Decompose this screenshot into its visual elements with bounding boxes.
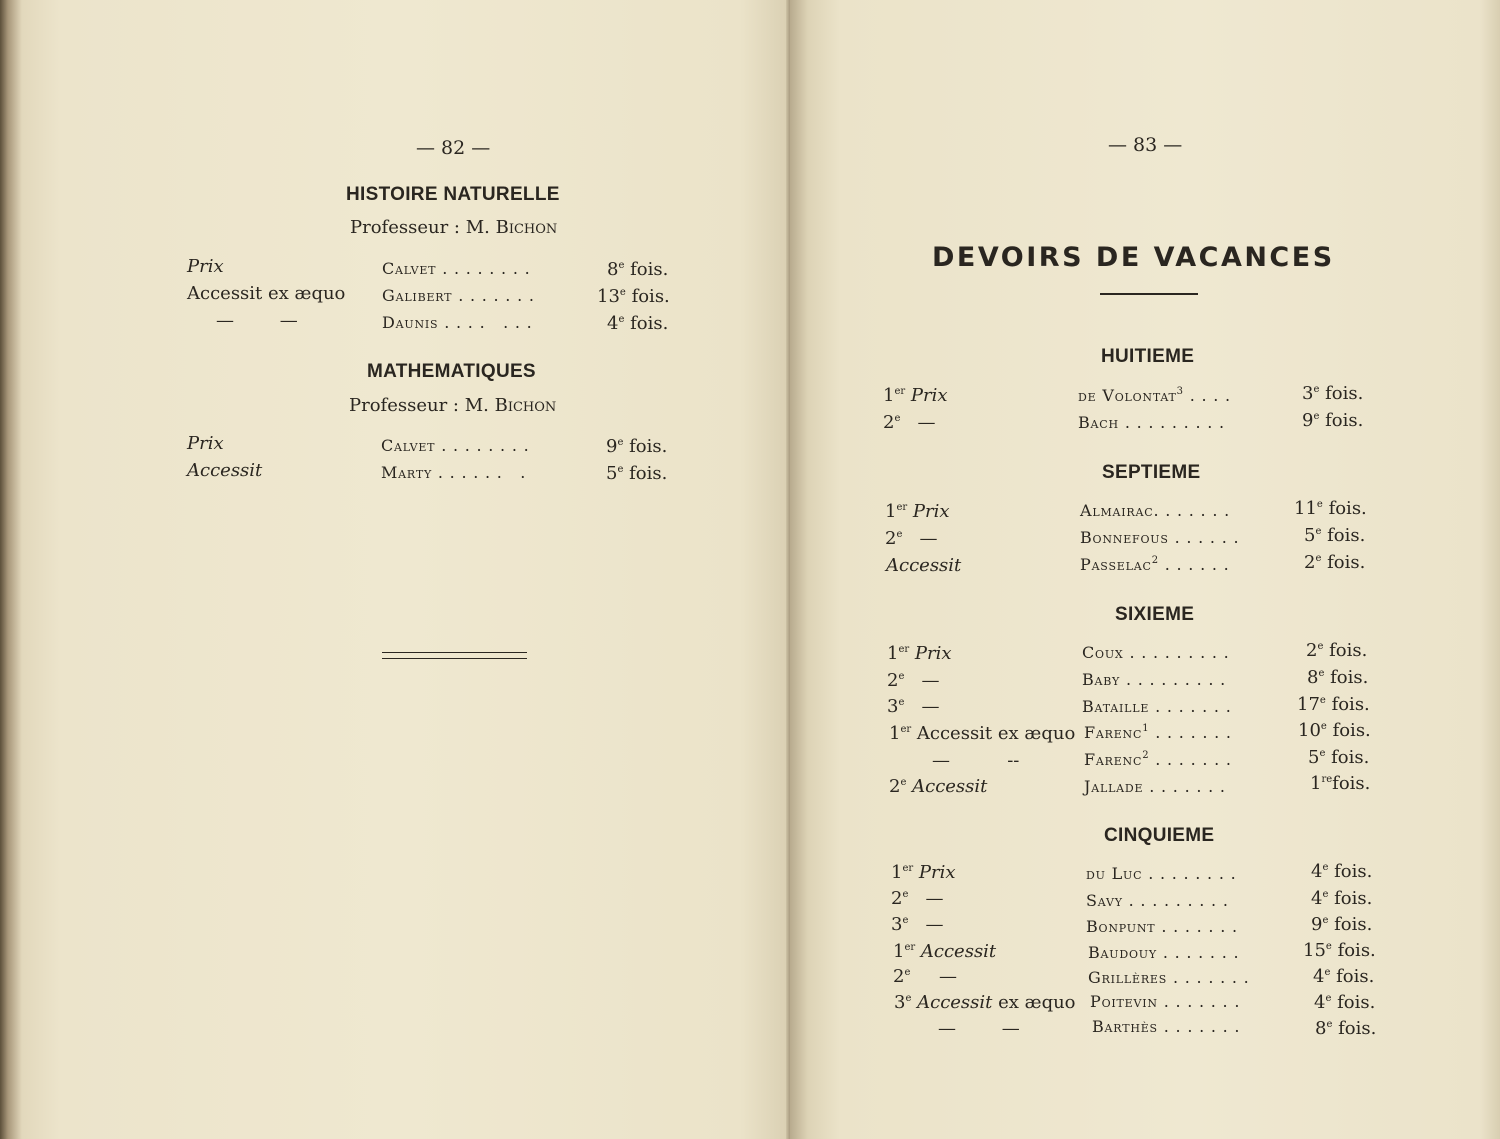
section-title: SEPTIEME: [1102, 462, 1201, 483]
student-name: Farenc$^1$ . . . . . . .: [1084, 723, 1232, 742]
student-name: Bach . . . . . . . . .: [1078, 413, 1225, 432]
award-count: 4e fois.: [1313, 966, 1375, 987]
award-label: 1er Prix: [885, 501, 950, 522]
student-name: Barthès . . . . . . .: [1092, 1017, 1241, 1036]
student-name: Grillères . . . . . . .: [1088, 968, 1250, 987]
professor-line: [349, 395, 556, 416]
student-name: Daunis . . . . . . .: [382, 313, 533, 332]
award-label: 2e —: [883, 412, 936, 433]
award-count: 13e fois.: [597, 286, 670, 307]
award-count: 9e fois.: [1302, 410, 1364, 431]
award-count: 2e fois.: [1306, 640, 1368, 661]
professor-label: Professeur : M.: [349, 395, 489, 416]
student-name: Baby . . . . . . . . .: [1082, 670, 1227, 689]
award-count: 5e fois.: [1304, 525, 1366, 546]
award-count: 17e fois.: [1297, 694, 1370, 715]
right-page: [790, 0, 1500, 1139]
award-count: 11e fois.: [1294, 498, 1367, 519]
student-name: Coux . . . . . . . . .: [1082, 643, 1230, 662]
page-heading: DEVOIRS DE VACANCES: [932, 242, 1335, 273]
student-name: Savy . . . . . . . . .: [1086, 891, 1229, 910]
award-label: 3e —: [891, 914, 944, 935]
page-number: — 82 —: [416, 137, 491, 159]
award-label: 1er Accessit ex æquo: [889, 723, 1076, 744]
professor-label: Professeur : M.: [350, 217, 490, 238]
student-name: Bataille . . . . . . .: [1082, 697, 1232, 716]
award-label: Accessit: [886, 555, 962, 576]
professor-name: Bichon: [495, 217, 558, 238]
ditto-mark: — --: [932, 750, 1020, 771]
student-name: Passelac$^2$ . . . . . .: [1080, 555, 1230, 574]
student-name: Calvet . . . . . . . .: [381, 436, 530, 455]
student-name: Farenc$^2$ . . . . . . .: [1084, 750, 1232, 769]
award-count: 8e fois.: [1307, 667, 1369, 688]
student-name: Galibert . . . . . . .: [382, 286, 535, 305]
award-label: 1er Prix: [887, 643, 952, 664]
ditto-mark: — —: [938, 1018, 1020, 1039]
award-label: 1er Prix: [883, 385, 948, 406]
student-name: Jallade . . . . . . .: [1084, 777, 1226, 796]
award-count: 3e fois.: [1302, 383, 1364, 404]
award-label: 3e —: [887, 696, 940, 717]
award-label: 2e —: [885, 528, 938, 549]
award-label: Accessit ex æquo: [187, 283, 346, 304]
section-title: CINQUIEME: [1104, 825, 1215, 846]
award-count: 4e fois.: [1311, 861, 1373, 882]
heading-rule: [1100, 293, 1198, 295]
student-name: Marty . . . . . . .: [381, 463, 527, 482]
award-label: Prix: [187, 256, 224, 277]
award-count: 9e fois.: [606, 436, 668, 457]
award-label: 2e —: [887, 670, 940, 691]
award-label: 1er Accessit: [893, 941, 997, 962]
award-count: 9e fois.: [1311, 914, 1373, 935]
student-name: Bonpunt . . . . . . .: [1086, 917, 1238, 936]
section-title: HISTOIRE NATURELLE: [346, 184, 560, 205]
student-name: Bonnefous . . . . . .: [1080, 528, 1240, 547]
section-title: HUITIEME: [1101, 346, 1195, 367]
award-count: 5e fois.: [1308, 747, 1370, 768]
student-name: de Volontat$^3$ . . . .: [1078, 386, 1231, 405]
award-count: 15e fois.: [1303, 940, 1376, 961]
award-count: 2e fois.: [1304, 552, 1366, 573]
ditto-mark: — —: [216, 310, 298, 331]
award-count: 4e fois.: [1311, 888, 1373, 909]
section-title: SIXIEME: [1115, 604, 1195, 625]
award-count: 5e fois.: [606, 463, 668, 484]
page-number: — 83 —: [1108, 134, 1183, 156]
award-label: Accessit: [187, 460, 263, 481]
student-name: Baudouy . . . . . . .: [1088, 943, 1240, 962]
award-count: 4e fois.: [607, 313, 669, 334]
award-label: 2e —: [891, 888, 944, 909]
award-label: 2e —: [893, 966, 957, 987]
award-count: 8e fois.: [1315, 1018, 1377, 1039]
student-name: Calvet . . . . . . . .: [382, 259, 531, 278]
student-name: du Luc . . . . . . . .: [1086, 864, 1237, 883]
professor-name: Bichon: [494, 395, 557, 416]
award-count: 1refois.: [1310, 773, 1371, 794]
award-label: 2e Accessit: [889, 776, 988, 797]
student-name: Almairac. . . . . . .: [1080, 501, 1230, 520]
award-count: 10e fois.: [1298, 720, 1371, 741]
section-title: MATHEMATIQUES: [367, 361, 536, 382]
student-name: Poitevin . . . . . . .: [1090, 992, 1241, 1011]
award-label: 1er Prix: [891, 862, 956, 883]
award-label: 3e Accessit ex æquo: [894, 992, 1076, 1013]
award-count: 8e fois.: [607, 259, 669, 280]
award-count: 4e fois.: [1314, 992, 1376, 1013]
double-rule-divider: [382, 652, 527, 659]
award-label: Prix: [187, 433, 224, 454]
professor-line: [350, 217, 557, 238]
